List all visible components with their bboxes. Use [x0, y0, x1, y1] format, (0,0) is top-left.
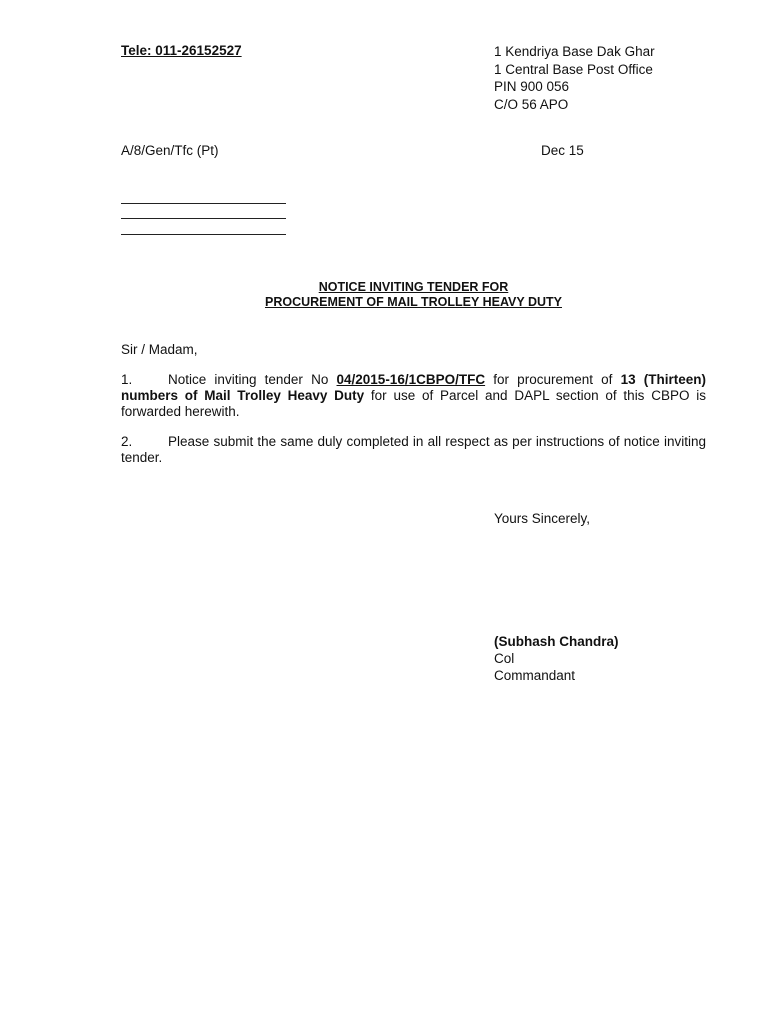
paragraph-number: 2. [121, 434, 133, 449]
tender-quantity: 13 (Thirteen) numbers of Mail Trolley Heavy Duty [121, 372, 707, 403]
salutation: Sir / Madam, [121, 342, 198, 357]
file-reference: A/8/Gen/Tfc (Pt) [121, 143, 219, 158]
signatory-rank: Col [494, 651, 515, 666]
addressee-blank-line [121, 203, 286, 204]
addressee-blank-line [121, 218, 286, 219]
sender-address [494, 43, 655, 113]
paragraph-text: for procurement of [485, 372, 621, 387]
signature-block [494, 633, 619, 684]
paragraph-text: for use of Parcel and DAPL section of this CBPO is forwarded herewith. [121, 388, 706, 419]
letter-date: Dec 15 [541, 143, 584, 158]
closing-salutation: Yours Sincerely, [494, 511, 591, 526]
subject-heading [121, 280, 706, 310]
paragraph-1 [121, 372, 706, 420]
subject-line-1: NOTICE INVITING TENDER FOR [318, 280, 509, 294]
paragraph-number: 1. [121, 372, 133, 387]
address-line: PIN 900 056 [494, 79, 570, 94]
paragraph-2 [121, 434, 706, 466]
telephone-number: Tele: 011-26152527 [121, 43, 242, 58]
signatory-name: (Subhash Chandra) [494, 634, 619, 649]
address-line: 1 Kendriya Base Dak Ghar [494, 44, 655, 59]
signatory-designation: Commandant [494, 668, 576, 683]
addressee-blank-line [121, 234, 286, 235]
tender-number: 04/2015-16/1CBPO/TFC [336, 372, 486, 387]
address-line: 1 Central Base Post Office [494, 61, 653, 77]
paragraph-text: Please submit the same duly completed in all respect as per instructions of notice inviting tender. [121, 434, 706, 465]
address-line: C/O 56 APO [494, 96, 569, 112]
paragraph-text: Notice inviting tender No [168, 372, 337, 387]
subject-line-2: PROCUREMENT OF MAIL TROLLEY HEAVY DUTY [264, 295, 562, 309]
